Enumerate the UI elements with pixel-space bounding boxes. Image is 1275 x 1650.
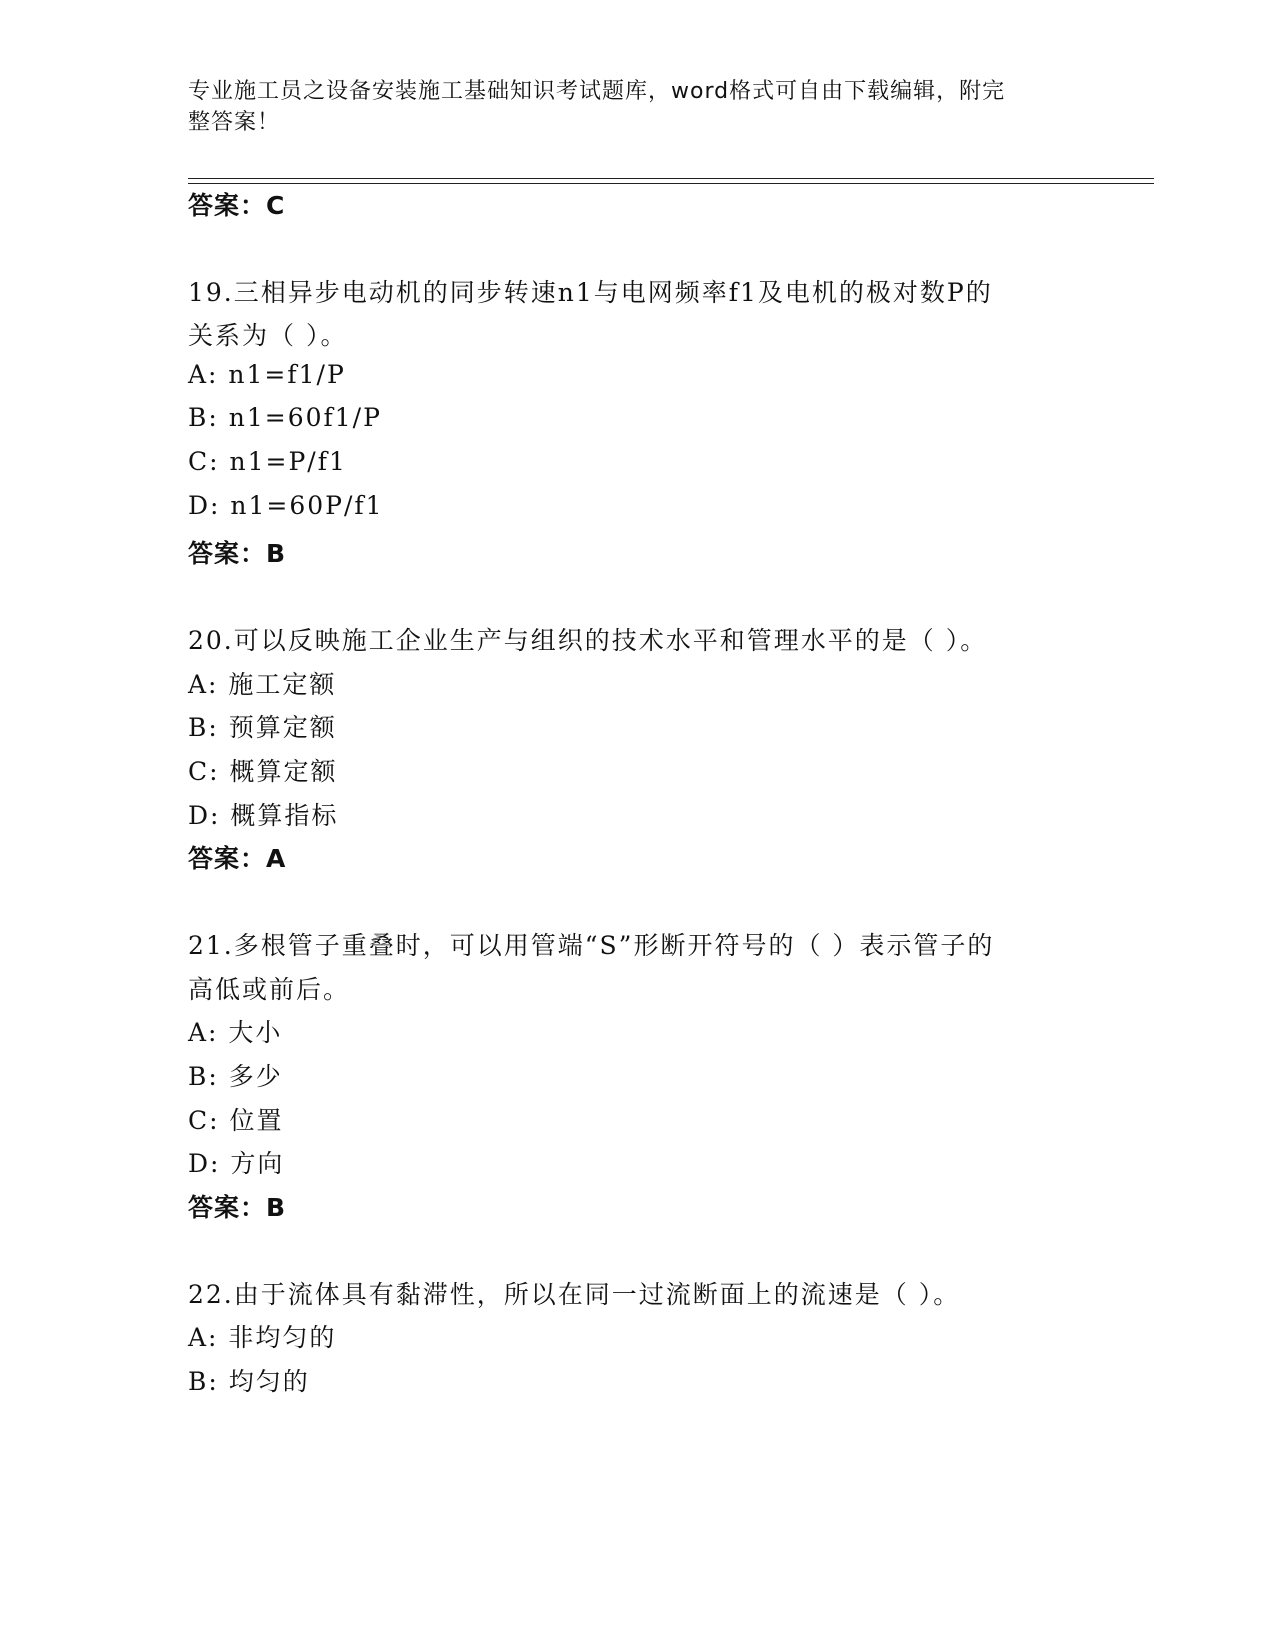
question-19-stem-line-1: 19.三相异步电动机的同步转速n1与电网频率f1及电机的极对数P的 xyxy=(188,278,993,307)
header-divider-top xyxy=(188,178,1154,179)
question-19-option-c: C: n1=P/f1 xyxy=(188,447,347,476)
question-20-option-a: A: 施工定额 xyxy=(188,670,337,699)
question-20-stem-line-1: 20.可以反映施工企业生产与组织的技术水平和管理水平的是（ ）。 xyxy=(188,626,988,655)
question-19-option-b: B: n1=60f1/P xyxy=(188,403,382,432)
header-divider-bottom xyxy=(188,183,1154,184)
question-21-option-d: D: 方向 xyxy=(188,1149,285,1178)
question-21-stem-line-2: 高低或前后。 xyxy=(188,975,351,1004)
question-21-number: 21. xyxy=(188,931,234,960)
question-22-number: 22. xyxy=(188,1280,234,1309)
question-21-option-b: B: 多少 xyxy=(188,1062,283,1091)
question-19-option-a: A: n1=f1/P xyxy=(188,360,346,389)
question-20-option-c: C: 概算定额 xyxy=(188,757,338,786)
question-21-answer: 答案：B xyxy=(188,1193,287,1222)
question-19-stem-line-2: 关系为（ ）。 xyxy=(188,321,348,350)
question-20-option-d: D: 概算指标 xyxy=(188,801,339,830)
question-21-option-a: A: 大小 xyxy=(188,1018,283,1047)
question-20-number: 20. xyxy=(188,626,234,655)
question-22-option-a: A: 非均匀的 xyxy=(188,1323,337,1352)
question-20-answer: 答案：A xyxy=(188,844,287,873)
question-19-answer: 答案：B xyxy=(188,539,287,568)
previous-answer: 答案：C xyxy=(188,191,286,220)
question-21-option-c: C: 位置 xyxy=(188,1106,284,1135)
header-line-2: 整答案！ xyxy=(188,110,281,135)
header-line-1: 专业施工员之设备安装施工基础知识考试题库，word格式可自由下载编辑，附完 xyxy=(188,79,1006,104)
question-22-stem-line-1: 22.由于流体具有黏滞性，所以在同一过流断面上的流速是（ ）。 xyxy=(188,1280,961,1309)
question-21-stem-line-1: 21.多根管子重叠时，可以用管端“S”形断开符号的（ ）表示管子的 xyxy=(188,931,995,960)
document-header xyxy=(188,76,1068,138)
question-19-option-d: D: n1=60P/f1 xyxy=(188,491,384,520)
question-20-option-b: B: 预算定额 xyxy=(188,713,337,742)
question-22-option-b: B: 均匀的 xyxy=(188,1367,310,1396)
question-19-number: 19. xyxy=(188,278,234,307)
